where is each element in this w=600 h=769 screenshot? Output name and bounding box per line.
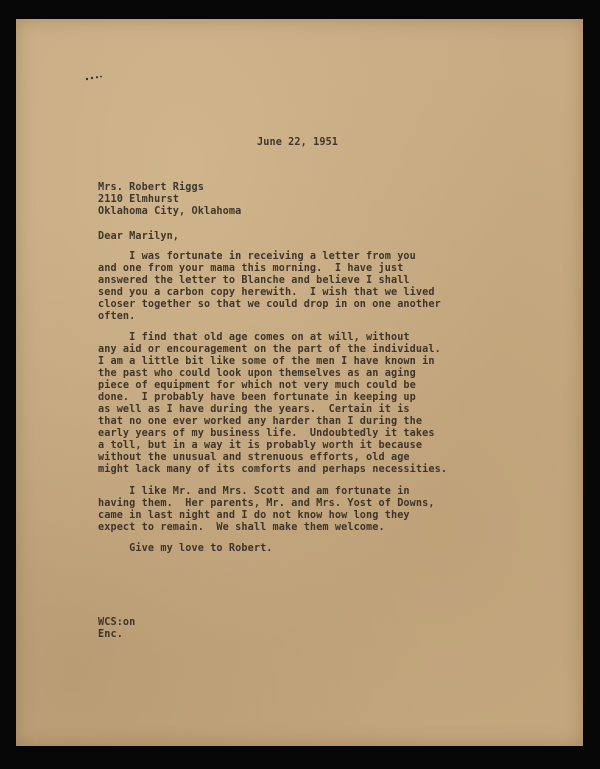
body-line: the past who could look upon themselves as an aging: [98, 368, 416, 379]
body-line: I find that old age comes on at will, without: [98, 332, 410, 343]
body-line: often.: [98, 311, 136, 322]
body-line: Give my love to Robert.: [98, 543, 273, 554]
body-line: I am a little bit like some of the men I have known in: [98, 356, 435, 367]
body-line: answered the letter to Blanche and believe I shall: [98, 275, 410, 286]
body-line: I was fortunate in receiving a letter from you: [98, 251, 416, 262]
body-line: having them. Her parents, Mr. and Mrs. Yost of Downs,: [98, 498, 435, 509]
salutation: Dear Marilyn,: [98, 231, 180, 242]
address-line: 2110 Elmhurst: [98, 194, 180, 205]
body-line: done. I probably have been fortunate in keeping up: [98, 392, 416, 403]
enclosure-note: Enc.: [98, 629, 123, 640]
body-line: a toll, but in a way it is probably worth it because: [98, 440, 423, 451]
letter-date: June 22, 1951: [257, 137, 339, 148]
letter-page: [16, 19, 583, 746]
body-line: expect to remain. We shall make them welcome.: [98, 522, 385, 533]
address-line: Oklahoma City, Oklahoma: [98, 206, 242, 217]
address-line: Mrs. Robert Riggs: [98, 182, 204, 193]
body-line: I like Mr. and Mrs. Scott and am fortunate in: [98, 486, 410, 497]
body-line: came in last night and I do not know how long they: [98, 510, 410, 521]
body-line: early years of my business life. Undoubtedly it takes: [98, 428, 435, 439]
body-line: send you a carbon copy herewith. I wish that we lived: [98, 287, 435, 298]
body-line: any aid or encouragement on the part of the individual.: [98, 344, 441, 355]
body-line: that no one ever worked any harder than I during the: [98, 416, 423, 427]
letter-text: [16, 19, 583, 746]
body-line: might lack many of its comforts and perhaps necessities.: [98, 464, 448, 475]
body-line: piece of equipment for which not very much could be: [98, 380, 416, 391]
typist-initials: WCS:on: [98, 617, 136, 628]
body-line: and one from your mama this morning. I have just: [98, 263, 404, 274]
body-line: as well as I have during the years. Certain it is: [98, 404, 410, 415]
body-line: closer together so that we could drop in on one another: [98, 299, 441, 310]
body-line: without the unusual and strenuous efforts, old age: [98, 452, 410, 463]
